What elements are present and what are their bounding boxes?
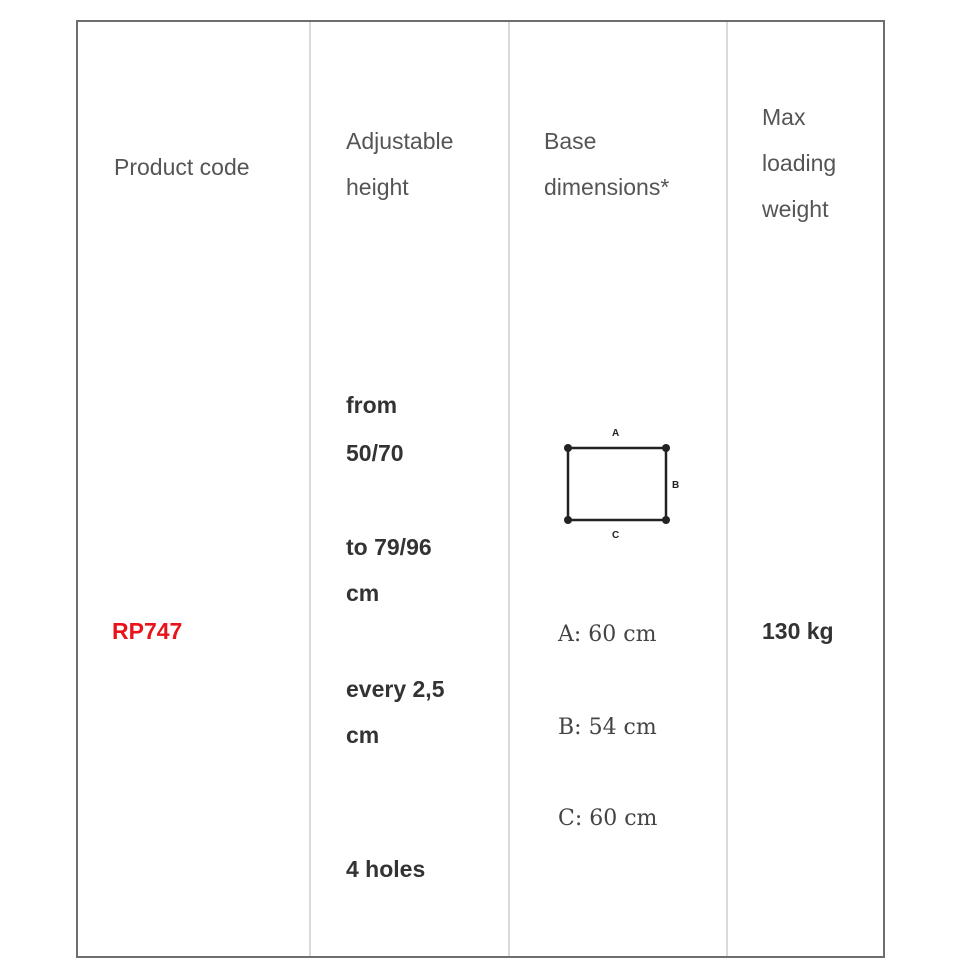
column-divider <box>508 22 510 956</box>
base-rectangle-icon <box>560 426 670 536</box>
base-a-value: A: 60 cm <box>558 622 657 647</box>
header-base-dimensions <box>544 118 669 210</box>
header-max-line2: loading <box>762 150 837 176</box>
height-to-value: to 79/96 <box>346 534 432 560</box>
height-holes: 4 holes <box>346 856 426 882</box>
base-dimensions-diagram <box>560 426 700 566</box>
height-values <box>346 382 444 892</box>
product-spec-table <box>76 20 885 958</box>
height-step-unit: cm <box>346 722 380 748</box>
base-c-value: C: 60 cm <box>558 806 658 831</box>
header-product-code <box>114 144 250 190</box>
base-values <box>558 622 657 831</box>
diagram-label-c: C <box>612 530 620 541</box>
height-from-label: from <box>346 392 398 418</box>
header-base-dimensions-line1: Base <box>544 128 597 154</box>
header-adjustable-height-line1: Adjustable <box>346 128 454 154</box>
max-weight-value <box>762 618 834 645</box>
height-to-unit: cm <box>346 580 380 606</box>
column-divider <box>309 266 311 956</box>
diagram-label-b: B <box>672 480 680 491</box>
header-adjustable-height-line2: height <box>346 174 409 200</box>
column-divider <box>726 22 728 956</box>
header-max-line1: Max <box>762 104 806 130</box>
max-weight-text: 130 kg <box>762 618 834 644</box>
column-divider <box>309 22 311 266</box>
header-max-line3: weight <box>762 196 829 222</box>
header-adjustable-height <box>346 118 453 210</box>
product-code-value <box>112 618 182 645</box>
header-base-dimensions-line2: dimensions* <box>544 174 670 200</box>
header-max-loading-weight <box>762 94 836 232</box>
product-code-text: RP747 <box>112 618 183 644</box>
base-b-value: B: 54 cm <box>558 715 657 740</box>
height-step-value: every 2,5 <box>346 676 445 702</box>
diagram-label-a: A <box>612 428 620 439</box>
header-product-code-label: Product code <box>114 154 250 180</box>
height-from-value: 50/70 <box>346 440 404 466</box>
